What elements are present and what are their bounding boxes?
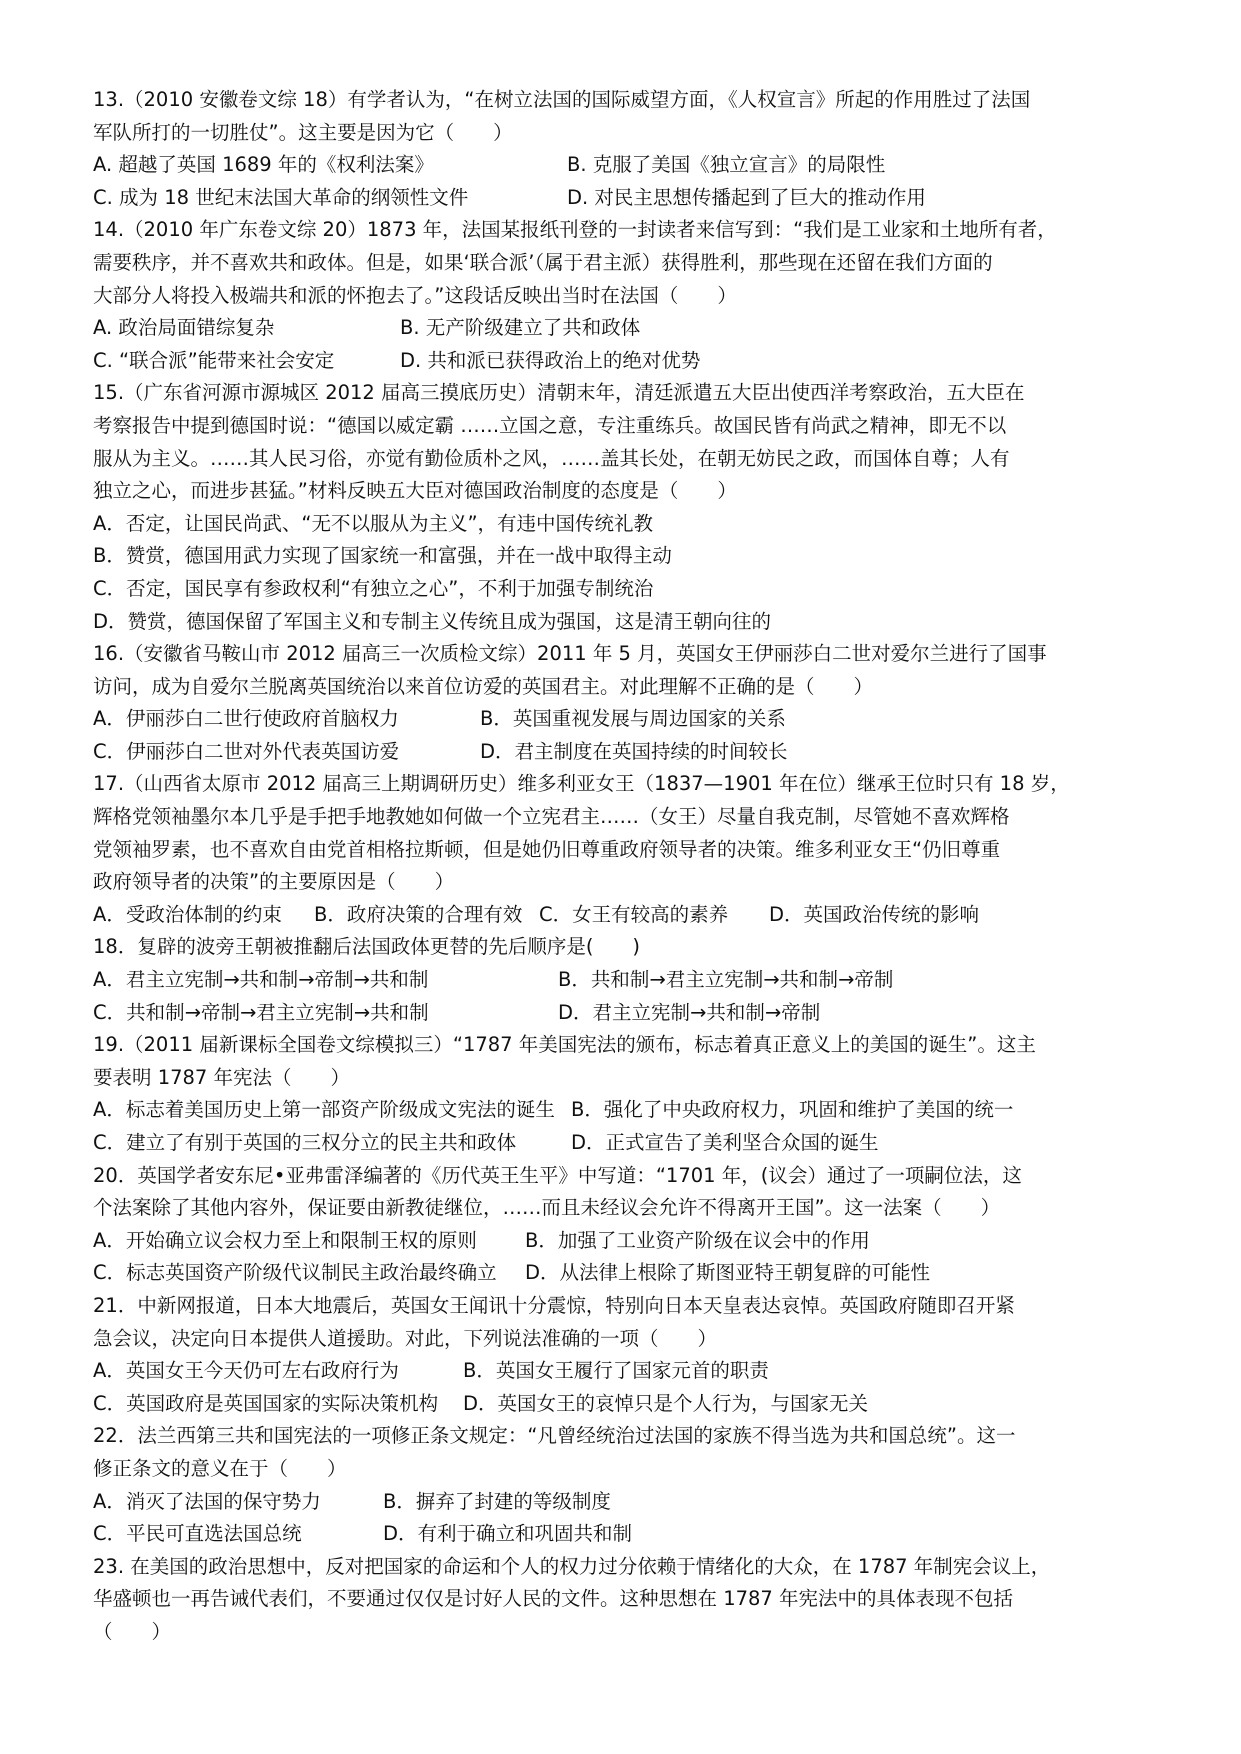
question-18 bbox=[93, 931, 1153, 1029]
option-row bbox=[93, 1388, 1153, 1421]
answer-option[interactable]: B．政府决策的合理有效 bbox=[314, 902, 523, 926]
question-stem-line: 15.（广东省河源市源城区 2012 届高三摸底历史）清朝末年，清廷派遣五大臣出使西洋考察政治，五大臣在 bbox=[93, 381, 1025, 405]
answer-option[interactable]: C．英国政府是英国国家的实际决策机构 bbox=[93, 1391, 439, 1415]
answer-option[interactable]: D．英国女王的哀悼只是个人行为，与国家无关 bbox=[463, 1391, 869, 1415]
option-row bbox=[93, 997, 1153, 1030]
option-row bbox=[93, 1518, 1153, 1551]
answer-option[interactable]: B．强化了中央政府权力，巩固和维护了美国的统一 bbox=[571, 1098, 1014, 1122]
answer-option[interactable]: A．标志着美国历史上第一部资产阶级成文宪法的诞生 bbox=[93, 1098, 555, 1122]
question-stem-line: 18．复辟的波旁王朝被推翻后法国政体更替的先后顺序是( ) bbox=[93, 935, 641, 959]
question-20 bbox=[93, 1160, 1153, 1290]
question-stem-line: 要表明 1787 年宪法（ ） bbox=[93, 1065, 351, 1089]
answer-option[interactable]: A．消灭了法国的保守势力 bbox=[93, 1489, 321, 1513]
answer-option[interactable]: B．加强了工业资产阶级在议会中的作用 bbox=[525, 1228, 870, 1252]
answer-option[interactable]: B. 克服了美国《独立宣言》的局限性 bbox=[567, 153, 886, 177]
question-stem-line: 政府领导者的决策”的主要原因是（ ） bbox=[93, 870, 455, 894]
question-22 bbox=[93, 1420, 1153, 1550]
question-stem-line: 急会议，决定向日本提供人道援助。对此，下列说法准确的一项（ ） bbox=[93, 1326, 718, 1350]
answer-option[interactable]: C．女王有较高的素养 bbox=[539, 902, 729, 926]
answer-option[interactable]: A．受政治体制的约束 bbox=[93, 902, 282, 926]
question-16 bbox=[93, 638, 1153, 768]
answer-option[interactable]: B．共和制→君主立宪制→共和制→帝制 bbox=[558, 968, 894, 992]
answer-option[interactable]: A．英国女王今天仍可左右政府行为 bbox=[93, 1359, 399, 1383]
question-17 bbox=[93, 768, 1153, 931]
option-row bbox=[93, 312, 1153, 345]
question-stem-line: 13.（2010 安徽卷文综 18）有学者认为，“在树立法国的国际威望方面，《人权宣言》所起的作用胜过了法国 bbox=[93, 88, 1031, 111]
answer-option[interactable]: C．标志英国资产阶级代议制民主政治最终确立 bbox=[93, 1261, 497, 1285]
question-stem-line: 19.（2011 届新课标全国卷文综模拟三）“1787 年美国宪法的颁布，标志着真正意义上的美国的诞生”。这主 bbox=[93, 1033, 1036, 1057]
question-15 bbox=[93, 377, 1153, 638]
question-stem-line: 访问，成为自爱尔兰脱离英国统治以来首位访爱的英国君主。对此理解不正确的是（ ） bbox=[93, 674, 874, 698]
question-stem-line: 修正条文的意义在于（ ） bbox=[93, 1456, 347, 1480]
question-stem-line: 个法案除了其他内容外，保证要由新教徒继位，……而且未经议会允许不得离开王国”。这一法案（ ） bbox=[93, 1196, 1001, 1220]
answer-option[interactable]: D．赞赏，德国保留了军国主义和专制主义传统且成为强国，这是清王朝向往的 bbox=[93, 609, 772, 633]
question-stem-line: 需要秩序，并不喜欢共和政体。但是，如果‘联合派’（属于君主派）获得胜利，那些现在还留在我们方面的 bbox=[93, 250, 993, 274]
option-row bbox=[93, 1355, 1153, 1388]
question-stem-line: 党领袖罗素，也不喜欢自由党首相格拉斯顿，但是她仍旧尊重政府领导者的决策。维多利亚女王“仍旧尊重 bbox=[93, 837, 1001, 861]
question-stem-line: 14.（2010 年广东卷文综 20）1873 年，法国某报纸刊登的一封读者来信写到：“我们是工业家和土地所有者， bbox=[93, 218, 1057, 242]
answer-option[interactable]: D．正式宣告了美利坚合众国的诞生 bbox=[571, 1131, 879, 1154]
question-stem-line: 23. 在美国的政治思想中，反对把国家的命运和个人的权力过分依赖于情绪化的大众，在 1787 年制宪会议上， bbox=[93, 1554, 1051, 1578]
question-stem-line: 辉格党领袖墨尔本几乎是手把手地教她如何做一个立宪君主……（女王）尽量自我克制，尽管她不喜欢辉格 bbox=[93, 805, 1010, 829]
option-row bbox=[93, 149, 1153, 182]
option-row bbox=[93, 1257, 1153, 1290]
answer-option[interactable]: A．开始确立议会权力至上和限制王权的原则 bbox=[93, 1228, 477, 1252]
question-stem-line: 军队所打的一切胜仗”。这主要是因为它（ ） bbox=[93, 120, 513, 144]
answer-option[interactable]: A．君主立宪制→共和制→帝制→共和制 bbox=[93, 968, 429, 992]
answer-option[interactable]: C．伊丽莎白二世对外代表英国访爱 bbox=[93, 739, 400, 763]
answer-option[interactable]: C．否定，国民享有参政权利“有独立之心”，不利于加强专制统治 bbox=[93, 576, 654, 600]
answer-option[interactable]: A．否定，让国民尚武、“无不以服从为主义”，有违中国传统礼教 bbox=[93, 511, 654, 535]
option-row bbox=[93, 606, 1153, 639]
question-14 bbox=[93, 214, 1153, 377]
option-row bbox=[93, 1225, 1153, 1258]
question-stem-line: 16.（安徽省马鞍山市 2012 届高三一次质检文综）2011 年 5 月，英国女王伊丽莎白二世对爱尔兰进行了国事 bbox=[93, 642, 1047, 666]
answer-option[interactable]: C．共和制→帝制→君主立宪制→共和制 bbox=[93, 1000, 429, 1024]
question-stem-line: 22．法兰西第三共和国宪法的一项修正条文规定：“凡曾经统治过法国的家族不得当选为共和国总统”。这一 bbox=[93, 1424, 1016, 1448]
question-21 bbox=[93, 1290, 1153, 1420]
answer-option[interactable]: B．赞赏，德国用武力实现了国家统一和富强，并在一战中取得主动 bbox=[93, 544, 672, 568]
answer-option[interactable]: D．君主制度在英国持续的时间较长 bbox=[480, 739, 788, 763]
question-23 bbox=[93, 1551, 1153, 1649]
answer-option[interactable]: A. 政治局面错综复杂 bbox=[93, 316, 275, 340]
answer-option[interactable]: B．英国重视发展与周边国家的关系 bbox=[480, 707, 786, 731]
answer-option[interactable]: D. 对民主思想传播起到了巨大的推动作用 bbox=[567, 185, 926, 209]
answer-option[interactable]: B. 无产阶级建立了共和政体 bbox=[400, 316, 641, 340]
answer-option[interactable]: A．伊丽莎白二世行使政府首脑权力 bbox=[93, 707, 399, 731]
answer-option[interactable]: D. 共和派已获得政治上的绝对优势 bbox=[400, 348, 701, 372]
answer-option[interactable]: C. 成为 18 世纪末法国大革命的纲领性文件 bbox=[93, 185, 469, 209]
answer-option[interactable]: C. “联合派”能带来社会安定 bbox=[93, 348, 335, 372]
option-row bbox=[93, 1127, 1153, 1160]
question-13 bbox=[93, 84, 1153, 214]
question-stem-line: 21．中新网报道，日本大地震后，英国女王闻讯十分震惊，特别向日本天皇表达哀悼。英国政府随即召开紧 bbox=[93, 1293, 1015, 1317]
option-row bbox=[93, 1094, 1153, 1127]
question-stem-line: 服从为主义。……其人民习俗，亦觉有勤俭质朴之风，……盖其长处，在朝无妨民之政，而国体自尊；人有 bbox=[93, 446, 1010, 470]
answer-option[interactable]: D．有利于确立和巩固共和制 bbox=[383, 1522, 633, 1546]
question-stem-line: 17.（山西省太原市 2012 届高三上期调研历史）维多利亚女王（1837—1901 年在位）继承王位时只有 18 岁， bbox=[93, 772, 1070, 796]
option-row bbox=[93, 182, 1153, 215]
answer-option[interactable]: C．建立了有别于英国的三权分立的民主共和政体 bbox=[93, 1131, 517, 1154]
question-stem-line: 华盛顿也一再告诫代表们，不要通过仅仅是讨好人民的文件。这种思想在 1787 年宪法中的具体表现不包括 bbox=[93, 1587, 1014, 1611]
option-row bbox=[93, 540, 1153, 573]
option-row bbox=[93, 736, 1153, 769]
option-row bbox=[93, 573, 1153, 606]
answer-option[interactable]: B．摒弃了封建的等级制度 bbox=[383, 1489, 611, 1513]
option-row bbox=[93, 508, 1153, 541]
option-row bbox=[93, 1486, 1153, 1519]
answer-option[interactable]: D．君主立宪制→共和制→帝制 bbox=[558, 1000, 821, 1024]
question-stem-line: 20．英国学者安东尼•亚弗雷泽编著的《历代英王生平》中写道：“1701 年，(议会）通过了一项嗣位法，这 bbox=[93, 1163, 1022, 1187]
option-row bbox=[93, 703, 1153, 736]
question-stem-line: （ ） bbox=[93, 1619, 172, 1643]
option-row bbox=[93, 345, 1153, 378]
option-row bbox=[93, 964, 1153, 997]
question-19 bbox=[93, 1029, 1153, 1159]
question-stem-line: 独立之心，而进步甚猛。”材料反映五大臣对德国政治制度的态度是（ ） bbox=[93, 479, 737, 503]
answer-option[interactable]: D．从法律上根除了斯图亚特王朝复辟的可能性 bbox=[525, 1261, 931, 1285]
option-row bbox=[93, 899, 1153, 932]
answer-option[interactable]: D．英国政治传统的影响 bbox=[769, 902, 980, 926]
question-stem-line: 大部分人将投入极端共和派的怀抱去了。”这段话反映出当时在法国（ ） bbox=[93, 283, 737, 307]
answer-option[interactable]: B．英国女王履行了国家元首的职责 bbox=[463, 1359, 769, 1383]
question-stem-line: 考察报告中提到德国时说：“德国以威定霸 ……立国之意，专注重练兵。故国民皆有尚武之精神，即无不以 bbox=[93, 413, 1007, 437]
answer-option[interactable]: A. 超越了英国 1689 年的《权利法案》 bbox=[93, 153, 434, 177]
exam-sheet bbox=[93, 84, 1153, 1649]
answer-option[interactable]: C．平民可直选法国总统 bbox=[93, 1522, 302, 1546]
